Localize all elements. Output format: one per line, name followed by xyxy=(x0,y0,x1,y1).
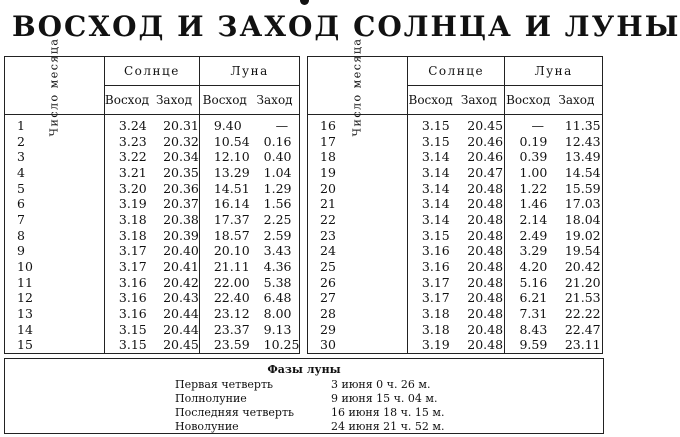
tables-container xyxy=(4,37,604,354)
moon-rise-cell: 23.12 xyxy=(213,305,250,321)
sun-rise-cell: 3.19 xyxy=(118,196,147,212)
sun-set-cell: 20.48 xyxy=(453,228,505,244)
moon-rise-cell: 1.22 xyxy=(519,180,548,196)
moon-set-header: Заход xyxy=(551,86,602,115)
sun-set-cell: 20.40 xyxy=(149,243,199,259)
sun-set-header: Заход xyxy=(453,86,505,115)
sun-rise-cell: 3.18 xyxy=(421,305,450,321)
rows-right xyxy=(308,115,602,354)
day-cell: 20 xyxy=(308,181,407,197)
moon-set-cell: 12.43 xyxy=(564,133,601,149)
moon-rise-header: Восход xyxy=(199,86,249,115)
sun-rise-header: Восход xyxy=(104,86,149,115)
sun-rise-cell: 3.17 xyxy=(118,258,147,274)
moon-set-cell: 20.42 xyxy=(564,258,601,274)
decorative-dot xyxy=(300,0,309,5)
sun-set-cell: 20.48 xyxy=(453,212,505,228)
day-cell: 24 xyxy=(308,243,407,259)
moon-set-cell: 8.00 xyxy=(263,305,292,321)
sun-set-cell: 20.48 xyxy=(453,196,505,212)
phase-name: Новолуние xyxy=(175,420,239,433)
sun-rise-cell: 3.16 xyxy=(118,274,147,290)
sun-set-cell: 20.48 xyxy=(453,322,505,338)
moon-rise-cell: 18.57 xyxy=(213,227,250,243)
day-cell: 25 xyxy=(308,259,407,275)
moon-set-cell: 0.40 xyxy=(263,149,292,165)
sun-set-cell: 20.48 xyxy=(453,181,505,197)
sun-rise-header: Восход xyxy=(407,86,453,115)
sun-set-cell: 20.41 xyxy=(149,259,199,275)
moon-rise-cell: 7.31 xyxy=(519,305,548,321)
sun-rise-cell: 3.14 xyxy=(421,149,450,165)
table-row xyxy=(308,306,602,322)
day-cell: 7 xyxy=(5,212,104,228)
moon-rise-cell: 0.39 xyxy=(519,149,548,165)
moon-set-cell: 2.59 xyxy=(263,227,292,243)
moon-set-cell: 4.36 xyxy=(263,258,292,274)
moon-rise-cell: 2.49 xyxy=(519,227,548,243)
moon-set-cell: 1.04 xyxy=(263,164,292,180)
day-cell: 30 xyxy=(308,337,407,353)
sun-set-cell: 20.45 xyxy=(149,337,199,353)
moon-set-cell: 23.11 xyxy=(564,337,601,353)
moon-phases-box xyxy=(4,358,604,434)
sun-set-cell: 20.44 xyxy=(149,306,199,322)
moon-set-cell: — xyxy=(275,117,289,133)
moon-rise-cell: 0.19 xyxy=(519,133,548,149)
sun-rise-cell: 3.15 xyxy=(421,133,450,149)
sun-rise-cell: 3.18 xyxy=(118,227,147,243)
rows-left xyxy=(5,115,299,354)
sun-set-cell: 20.38 xyxy=(149,212,199,228)
moon-header: Луна xyxy=(505,57,602,86)
moon-set-cell: 21.53 xyxy=(564,290,601,306)
table-row xyxy=(5,275,299,291)
table-row xyxy=(5,322,299,338)
day-cell: 4 xyxy=(5,165,104,181)
sun-set-cell: 20.48 xyxy=(453,306,505,322)
sun-rise-cell: 3.14 xyxy=(421,211,450,227)
moon-rise-header: Восход xyxy=(505,86,551,115)
sun-set-cell: 20.45 xyxy=(453,115,505,134)
moon-rise-cell: 23.37 xyxy=(213,321,250,337)
moon-rise-cell: 10.54 xyxy=(213,133,250,149)
sun-rise-cell: 3.19 xyxy=(421,337,450,353)
sun-rise-cell: 3.14 xyxy=(421,180,450,196)
moon-rise-cell: 12.10 xyxy=(213,149,250,165)
moon-set-cell: 0.16 xyxy=(263,133,292,149)
table-days-16-30 xyxy=(307,37,603,354)
moon-rise-cell: 8.43 xyxy=(519,321,548,337)
sun-header: Солнце xyxy=(407,57,505,86)
sun-rise-cell: 3.15 xyxy=(118,337,147,353)
table-row xyxy=(5,259,299,275)
sun-set-cell: 20.48 xyxy=(453,243,505,259)
sun-set-cell: 20.42 xyxy=(149,275,199,291)
sun-set-cell: 20.46 xyxy=(453,134,505,150)
moon-rise-cell: 2.14 xyxy=(519,211,548,227)
moon-set-cell: 17.03 xyxy=(564,196,601,212)
sun-rise-cell: 3.14 xyxy=(421,164,450,180)
table-row xyxy=(308,196,602,212)
day-cell: 5 xyxy=(5,181,104,197)
moon-set-cell: 10.25 xyxy=(263,337,300,353)
sun-set-cell: 20.48 xyxy=(453,275,505,291)
sun-set-cell: 20.48 xyxy=(453,259,505,275)
sun-set-cell: 20.31 xyxy=(149,115,199,134)
moon-rise-cell: 17.37 xyxy=(213,211,250,227)
day-cell: 21 xyxy=(308,196,407,212)
day-cell: 29 xyxy=(308,322,407,338)
sun-rise-cell: 3.16 xyxy=(118,290,147,306)
table-row xyxy=(308,228,602,244)
moon-set-cell: 6.48 xyxy=(263,290,292,306)
table-row xyxy=(308,259,602,275)
table-row xyxy=(5,228,299,244)
moon-set-cell: 2.25 xyxy=(263,211,292,227)
sun-rise-cell: 3.16 xyxy=(421,258,450,274)
day-cell: 6 xyxy=(5,196,104,212)
table-row xyxy=(5,337,299,353)
day-cell: 26 xyxy=(308,275,407,291)
sun-rise-cell: 3.23 xyxy=(118,133,147,149)
phase-date: 24 июня 21 ч. 52 м. xyxy=(331,420,445,433)
table-row xyxy=(308,322,602,338)
sun-rise-cell: 3.16 xyxy=(421,243,450,259)
sun-rise-cell: 3.17 xyxy=(421,290,450,306)
day-cell: 14 xyxy=(5,322,104,338)
moon-set-cell: 3.43 xyxy=(263,243,292,259)
sun-set-cell: 20.47 xyxy=(453,165,505,181)
table-days-1-15 xyxy=(4,37,300,354)
sun-rise-cell: 3.18 xyxy=(421,321,450,337)
sun-rise-cell: 3.17 xyxy=(118,243,147,259)
day-cell: 9 xyxy=(5,243,104,259)
sun-rise-cell: 3.18 xyxy=(118,211,147,227)
sun-header: Солнце xyxy=(104,57,199,86)
phase-date: 3 июня 0 ч. 26 м. xyxy=(331,378,431,391)
day-cell: 28 xyxy=(308,306,407,322)
moon-rise-cell: 9.59 xyxy=(519,337,548,353)
moon-rise-cell: 3.29 xyxy=(519,243,548,259)
page-title: ВОСХОД И ЗАХОД СОЛНЦА И ЛУНЫ xyxy=(12,10,680,43)
sun-set-cell: 20.35 xyxy=(149,165,199,181)
table-row xyxy=(5,181,299,197)
moon-rise-cell: 13.29 xyxy=(213,164,250,180)
moon-set-cell: 22.47 xyxy=(564,321,601,337)
day-cell: 16 xyxy=(308,115,407,134)
sun-set-header: Заход xyxy=(149,86,199,115)
sun-rise-cell: 3.21 xyxy=(118,164,147,180)
moon-set-cell: 22.22 xyxy=(564,305,601,321)
moon-set-cell: 13.49 xyxy=(564,149,601,165)
day-cell: 18 xyxy=(308,149,407,165)
moon-rise-cell: 16.14 xyxy=(213,196,250,212)
sun-set-cell: 20.48 xyxy=(453,290,505,306)
phase-name: Последняя четверть xyxy=(175,406,295,419)
day-cell: 12 xyxy=(5,290,104,306)
phase-name: Первая четверть xyxy=(175,378,274,391)
day-cell: 10 xyxy=(5,259,104,275)
table-row xyxy=(308,181,602,197)
day-cell: 23 xyxy=(308,228,407,244)
moon-set-cell: 18.04 xyxy=(564,211,601,227)
day-cell: 19 xyxy=(308,165,407,181)
moon-rise-cell: 4.20 xyxy=(519,258,548,274)
phase-date: 16 июня 18 ч. 15 м. xyxy=(331,406,445,419)
table-row xyxy=(5,243,299,259)
sun-rise-cell: 3.14 xyxy=(421,196,450,212)
phase-date: 9 июня 15 ч. 04 м. xyxy=(331,392,438,405)
moon-rise-cell: 21.11 xyxy=(213,258,250,274)
moon-rise-cell: 1.46 xyxy=(519,196,548,212)
moon-rise-cell: 6.21 xyxy=(519,290,548,306)
moon-set-cell: 19.02 xyxy=(564,227,601,243)
day-cell: 22 xyxy=(308,212,407,228)
day-cell: 11 xyxy=(5,275,104,291)
moon-rise-cell: 9.40 xyxy=(213,117,242,133)
table-row xyxy=(5,196,299,212)
day-column-header: Число месяца xyxy=(308,57,407,115)
moon-set-cell: 19.54 xyxy=(564,243,601,259)
day-cell: 27 xyxy=(308,290,407,306)
moon-header: Луна xyxy=(199,57,299,86)
table-row xyxy=(5,149,299,165)
day-cell: 15 xyxy=(5,337,104,353)
moon-rise-cell: 14.51 xyxy=(213,180,250,196)
moon-rise-cell: 5.16 xyxy=(519,274,548,290)
sun-rise-cell: 3.22 xyxy=(118,149,147,165)
day-column-header: Число месяца xyxy=(5,57,104,115)
moon-set-cell: 9.13 xyxy=(263,321,292,337)
sun-rise-cell: 3.15 xyxy=(421,117,450,133)
phase-name: Полнолуние xyxy=(175,392,247,405)
moon-phases-title: Фазы луны xyxy=(267,363,341,376)
moon-set-cell: 15.59 xyxy=(564,180,601,196)
moon-set-header: Заход xyxy=(250,86,300,115)
table-row xyxy=(308,275,602,291)
moon-set-cell: 14.54 xyxy=(564,164,601,180)
day-cell: 13 xyxy=(5,306,104,322)
moon-rise-cell: 22.40 xyxy=(213,290,250,306)
moon-rise-cell: 23.59 xyxy=(213,337,250,353)
day-cell: 8 xyxy=(5,228,104,244)
table-row xyxy=(308,149,602,165)
sun-set-cell: 20.37 xyxy=(149,196,199,212)
table-row xyxy=(308,243,602,259)
moon-set-cell: 11.35 xyxy=(564,117,601,133)
moon-rise-cell: 20.10 xyxy=(213,243,250,259)
sun-set-cell: 20.48 xyxy=(453,337,505,353)
sun-set-cell: 20.39 xyxy=(149,228,199,244)
moon-rise-cell: 1.00 xyxy=(519,164,548,180)
moon-set-cell: 1.56 xyxy=(263,196,292,212)
sun-rise-cell: 3.16 xyxy=(118,305,147,321)
moon-set-cell: 5.38 xyxy=(263,274,292,290)
moon-rise-cell: 22.00 xyxy=(213,274,250,290)
day-cell: 17 xyxy=(308,134,407,150)
table-row xyxy=(5,165,299,181)
day-cell: 3 xyxy=(5,149,104,165)
table-row xyxy=(308,212,602,228)
sun-rise-cell: 3.15 xyxy=(421,227,450,243)
moon-set-cell: 21.20 xyxy=(564,274,601,290)
sun-rise-cell: 3.17 xyxy=(421,274,450,290)
sun-set-cell: 20.36 xyxy=(149,181,199,197)
table-row xyxy=(308,337,602,353)
table-row xyxy=(308,290,602,306)
sun-rise-cell: 3.20 xyxy=(118,180,147,196)
sun-set-cell: 20.44 xyxy=(149,322,199,338)
moon-set-cell: 1.29 xyxy=(263,180,292,196)
sun-rise-cell: 3.15 xyxy=(118,321,147,337)
table-row xyxy=(5,306,299,322)
sun-set-cell: 20.46 xyxy=(453,149,505,165)
sun-set-cell: 20.43 xyxy=(149,290,199,306)
table-row xyxy=(5,212,299,228)
table-row xyxy=(308,165,602,181)
table-row xyxy=(5,290,299,306)
sun-set-cell: 20.32 xyxy=(149,134,199,150)
moon-rise-cell: — xyxy=(531,117,544,133)
sun-set-cell: 20.34 xyxy=(149,149,199,165)
day-cell: 1 xyxy=(5,115,104,134)
sun-rise-cell: 3.24 xyxy=(118,117,147,133)
day-cell: 2 xyxy=(5,134,104,150)
